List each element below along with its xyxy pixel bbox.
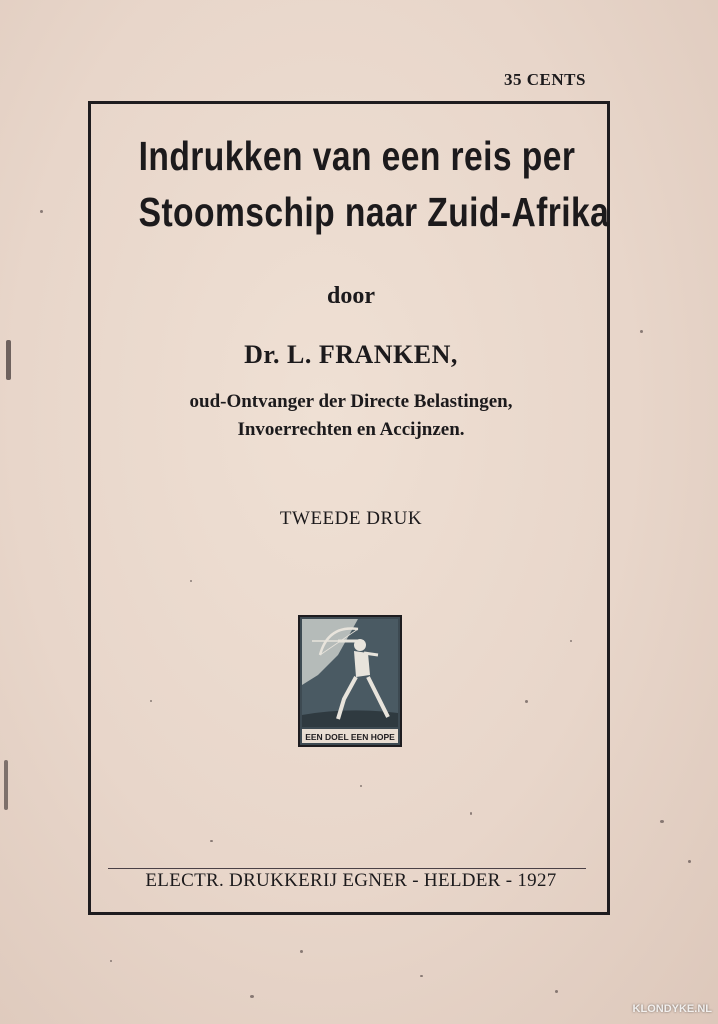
byline-door: door xyxy=(327,283,375,309)
watermark-text: KLONDYKE.NL xyxy=(632,1003,712,1015)
printer-imprint: ELECTR. DRUKKERIJ EGNER - HELDER - 1927 xyxy=(145,870,557,891)
affiliation-line-2: Invoerrechten en Accijnzen. xyxy=(237,419,465,440)
price-label: 35 CENTS xyxy=(504,70,586,89)
edition-label: TWEEDE DRUK xyxy=(279,508,423,529)
archer-emblem-icon xyxy=(298,615,402,747)
book-title xyxy=(138,128,610,240)
author-name: Dr. L. FRANKEN, xyxy=(244,340,458,369)
footer-rule xyxy=(108,868,586,869)
title-line-2: Stoomschip naar Zuid-Afrika xyxy=(138,189,610,235)
affiliation-line-1: oud-Ontvanger der Directe Belastingen, xyxy=(189,391,513,412)
emblem-motto: EEN DOEL EEN HOPE xyxy=(305,732,395,742)
title-line-1: Indrukken van een reis per xyxy=(138,133,576,179)
author-affiliation xyxy=(92,388,610,444)
